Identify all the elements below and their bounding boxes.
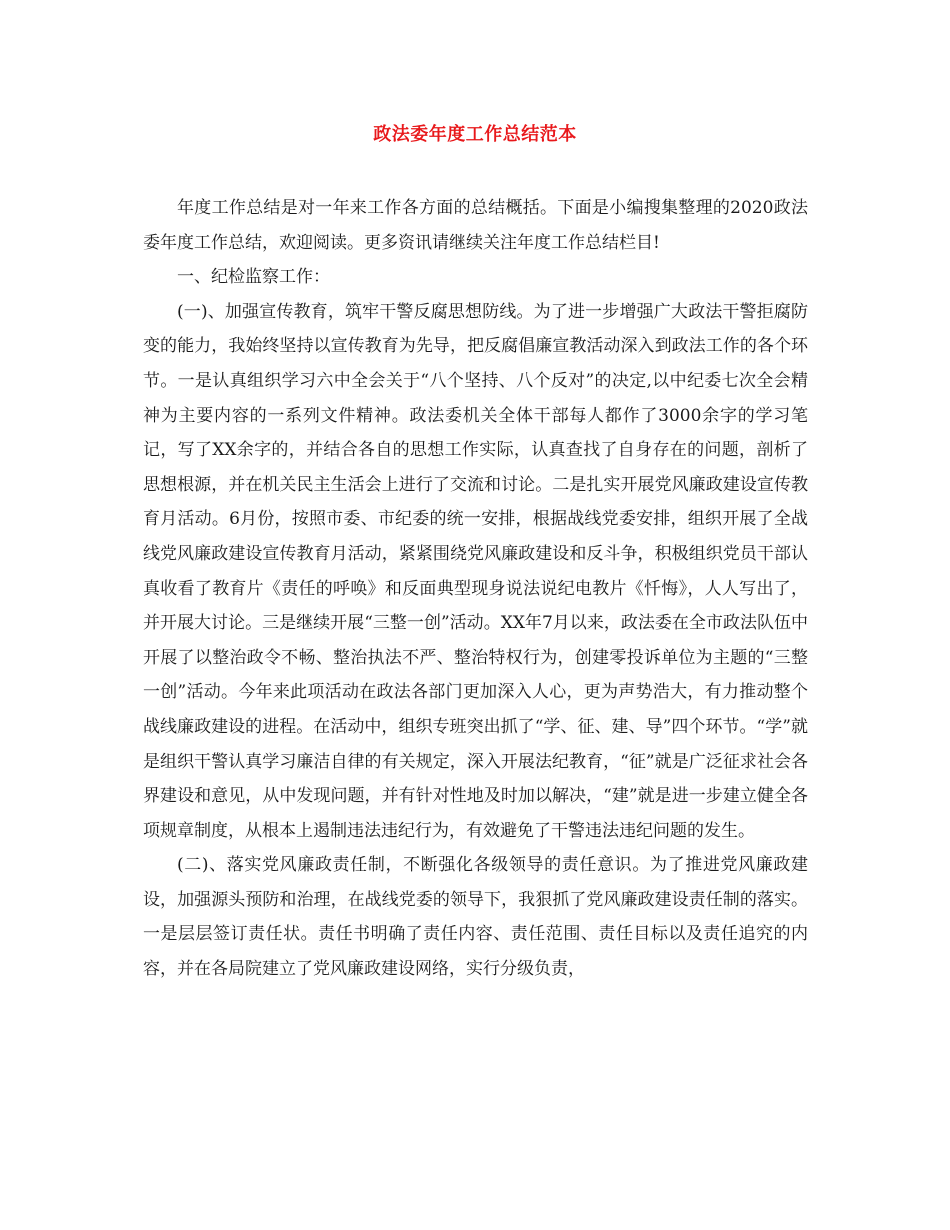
paragraph-intro: 年度工作总结是对一年来工作各方面的总结概括。下面是小编搜集整理的2020政法委年度工作总结，欢迎阅读。更多资讯请继续关注年度工作总结栏目! bbox=[143, 198, 808, 253]
paragraph-item-2: (二)、落实党风廉政责任制，不断强化各级领导的责任意识。为了推进党风廉政建设，加强源头预防和治理，在战线党委的领导下，我狠抓了党风廉政建设责任制的落实。一是层层签订责任状。责任书明确了责任内容、责任范围、责任目标以及责任追究的内容，并在各局院建立了党风廉政建设网络，实行分级负责， bbox=[143, 855, 808, 980]
paragraph-item-1: (一)、加强宣传教育，筑牢干警反腐思想防线。为了进一步增强广大政法干警拒腐防变的能力，我始终坚持以宣传教育为先导，把反腐倡廉宣教活动深入到政法工作的各个环节。一是认真组织学习六中全会关于“八个坚持、八个反对”的决定,以中纪委七次全会精神为主要内容的一系列文件精神。政法委机关全体干部每人都作了3000余字的学习笔记，写了XX余字的，并结合各自的思想工作实际，认真查找了自身存在的问题，剖析了思想根源，并在机关民主生活会上进行了交流和讨论。二是扎实开展党风廉政建设宣传教育月活动。6月份，按照市委、市纪委的统一安排，根据战线党委安排，组织开展了全战线党风廉政建设宣传教育月活动，紧紧围绕党风廉政建设和反斗争，积极组织党员干部认真收看了教育片《责任的呼唤》和反面典型现身说法说纪电教片《忏悔》，人人写出了，并开展大讨论。三是继续开展“三整一创”活动。XX年7月以来，政法委在全市政法队伍中开展了以整治政令不畅、整治执法不严、整治特权行为，创建零投诉单位为主题的“三整一创”活动。今年来此项活动在政法各部门更加深入人心，更为声势浩大，有力推动整个战线廉政建设的进程。在活动中，组织专班突出抓了“学、征、建、导”四个环节。“学”就是组织干警认真学习廉洁自律的有关规定，深入开展法纪教育，“征”就是广泛征求社会各界建设和意见，从中发现问题，并有针对性地及时加以解决，“建”就是进一步建立健全各项规章制度，从根本上遏制违法违纪行为，有效避免了干警违法违纪问题的发生。 bbox=[143, 301, 808, 841]
document-body bbox=[143, 191, 808, 987]
paragraph-section-heading: 一、纪检监察工作： bbox=[177, 267, 330, 288]
document-title: 政法委年度工作总结范本 bbox=[373, 124, 577, 145]
